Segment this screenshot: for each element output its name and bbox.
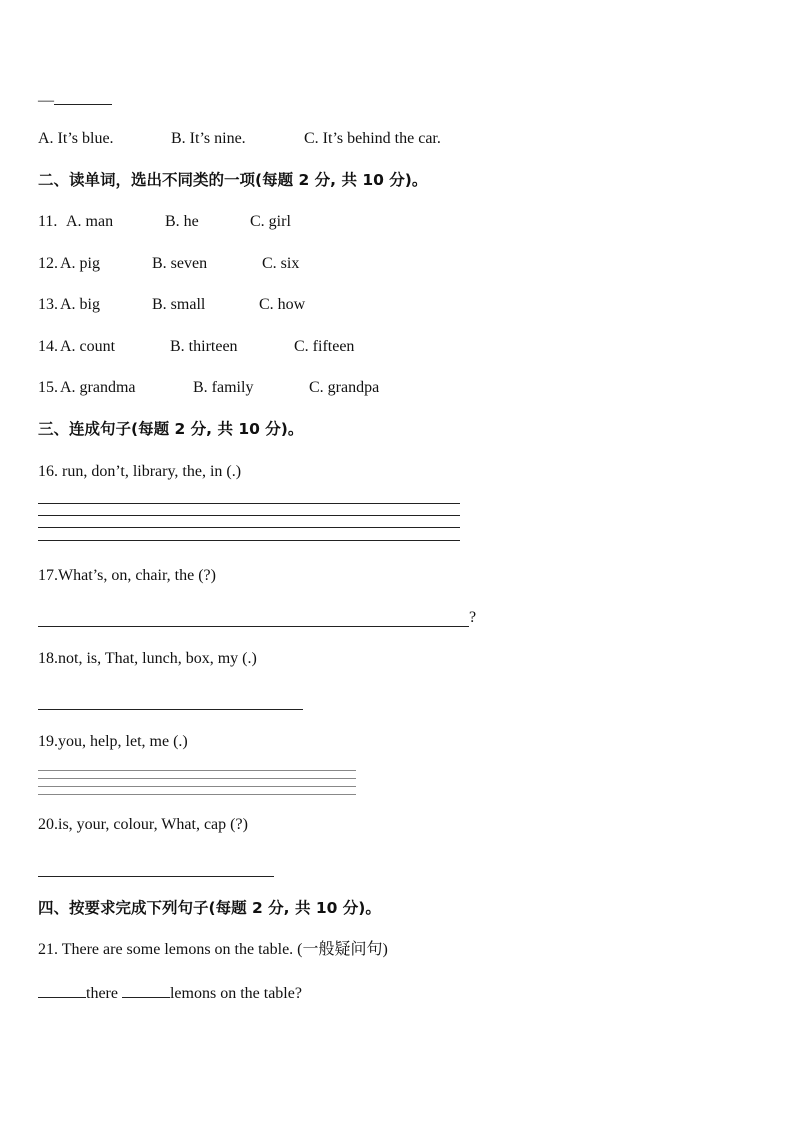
q16-answer-line-1	[38, 503, 460, 504]
section4-heading: 四、按要求完成下列句子(每题 2 分, 共 10 分)。	[38, 899, 381, 917]
q13-option-b: B. small	[152, 296, 206, 313]
q18-number: 18.	[38, 650, 58, 667]
q21-answer-rest: lemons on the table?	[169, 985, 302, 1002]
q15	[38, 378, 438, 398]
q15-option-a: A. grandma	[60, 379, 136, 396]
q12-option-c: C. six	[262, 255, 300, 272]
q11	[38, 212, 438, 232]
q21-text: There are some lemons on the table. (一般疑问句)	[58, 941, 388, 958]
q14-number: 14.	[38, 338, 58, 355]
q10-option-b: B. It’s nine.	[171, 130, 246, 147]
section3-heading: 三、连成句子(每题 2 分, 共 10 分)。	[38, 420, 304, 438]
q11-option-c: C. girl	[250, 213, 291, 230]
q16-answer-line-3	[38, 527, 460, 528]
q19-text: you, help, let, me (.)	[58, 733, 188, 750]
q10-dash: —	[38, 92, 54, 109]
q17-question-mark: ?	[469, 609, 477, 626]
q15-option-c: C. grandpa	[309, 379, 380, 396]
q19	[38, 732, 188, 752]
q21-answer-word: there	[86, 985, 118, 1002]
q17-number: 17.	[38, 567, 58, 584]
q15-number: 15.	[38, 379, 58, 396]
q15-option-b: B. family	[193, 379, 254, 396]
q13	[38, 295, 438, 315]
q10-option-c: C. It’s behind the car.	[304, 130, 441, 147]
q13-option-a: A. big	[60, 296, 100, 313]
q18-text: not, is, That, lunch, box, my (.)	[58, 650, 257, 667]
q16	[38, 462, 241, 482]
q21-answer	[38, 981, 302, 1004]
q10-options	[38, 129, 518, 149]
q14-option-a: A. count	[60, 338, 116, 355]
q20-text: is, your, colour, What, cap (?)	[58, 816, 248, 833]
q21-blank-1	[38, 981, 86, 998]
q20-answer-line	[38, 876, 274, 877]
q17-answer-line	[38, 626, 469, 627]
q12-option-a: A. pig	[60, 255, 100, 272]
q21-number: 21.	[38, 941, 58, 958]
q19-answer-line-2	[38, 778, 356, 779]
q19-number: 19.	[38, 733, 58, 750]
q17-text: What’s, on, chair, the (?)	[58, 567, 216, 584]
q21-blank-2	[122, 981, 170, 998]
q18	[38, 649, 257, 669]
q12-number: 12.	[38, 255, 58, 272]
q14	[38, 337, 438, 357]
q18-answer-line	[38, 709, 303, 710]
q11-option-b: B. he	[165, 213, 199, 230]
q12	[38, 254, 438, 274]
q14-option-b: B. thirteen	[170, 338, 238, 355]
q17	[38, 566, 216, 586]
q10-blank	[54, 88, 112, 105]
q19-answer-line-1	[38, 770, 356, 771]
q21	[38, 940, 388, 960]
q11-option-a: A. man	[66, 213, 114, 230]
q11-number: 11.	[38, 213, 58, 230]
q20-number: 20.	[38, 816, 58, 833]
q20	[38, 815, 248, 835]
q16-answer-line-4	[38, 540, 460, 541]
q19-answer-line-3	[38, 786, 356, 787]
q13-number: 13.	[38, 296, 58, 313]
q16-answer-line-2	[38, 515, 460, 516]
section2-heading: 二、读单词，选出不同类的一项(每题 2 分, 共 10 分)。	[38, 171, 428, 189]
q14-option-c: C. fifteen	[294, 338, 355, 355]
q19-answer-line-4	[38, 794, 356, 795]
q16-number: 16.	[38, 463, 58, 480]
q10-answer-line	[38, 88, 112, 111]
q16-text: run, don’t, library, the, in (.)	[58, 463, 242, 480]
q10-option-a: A. It’s blue.	[38, 130, 114, 147]
q13-option-c: C. how	[259, 296, 306, 313]
q12-option-b: B. seven	[152, 255, 208, 272]
